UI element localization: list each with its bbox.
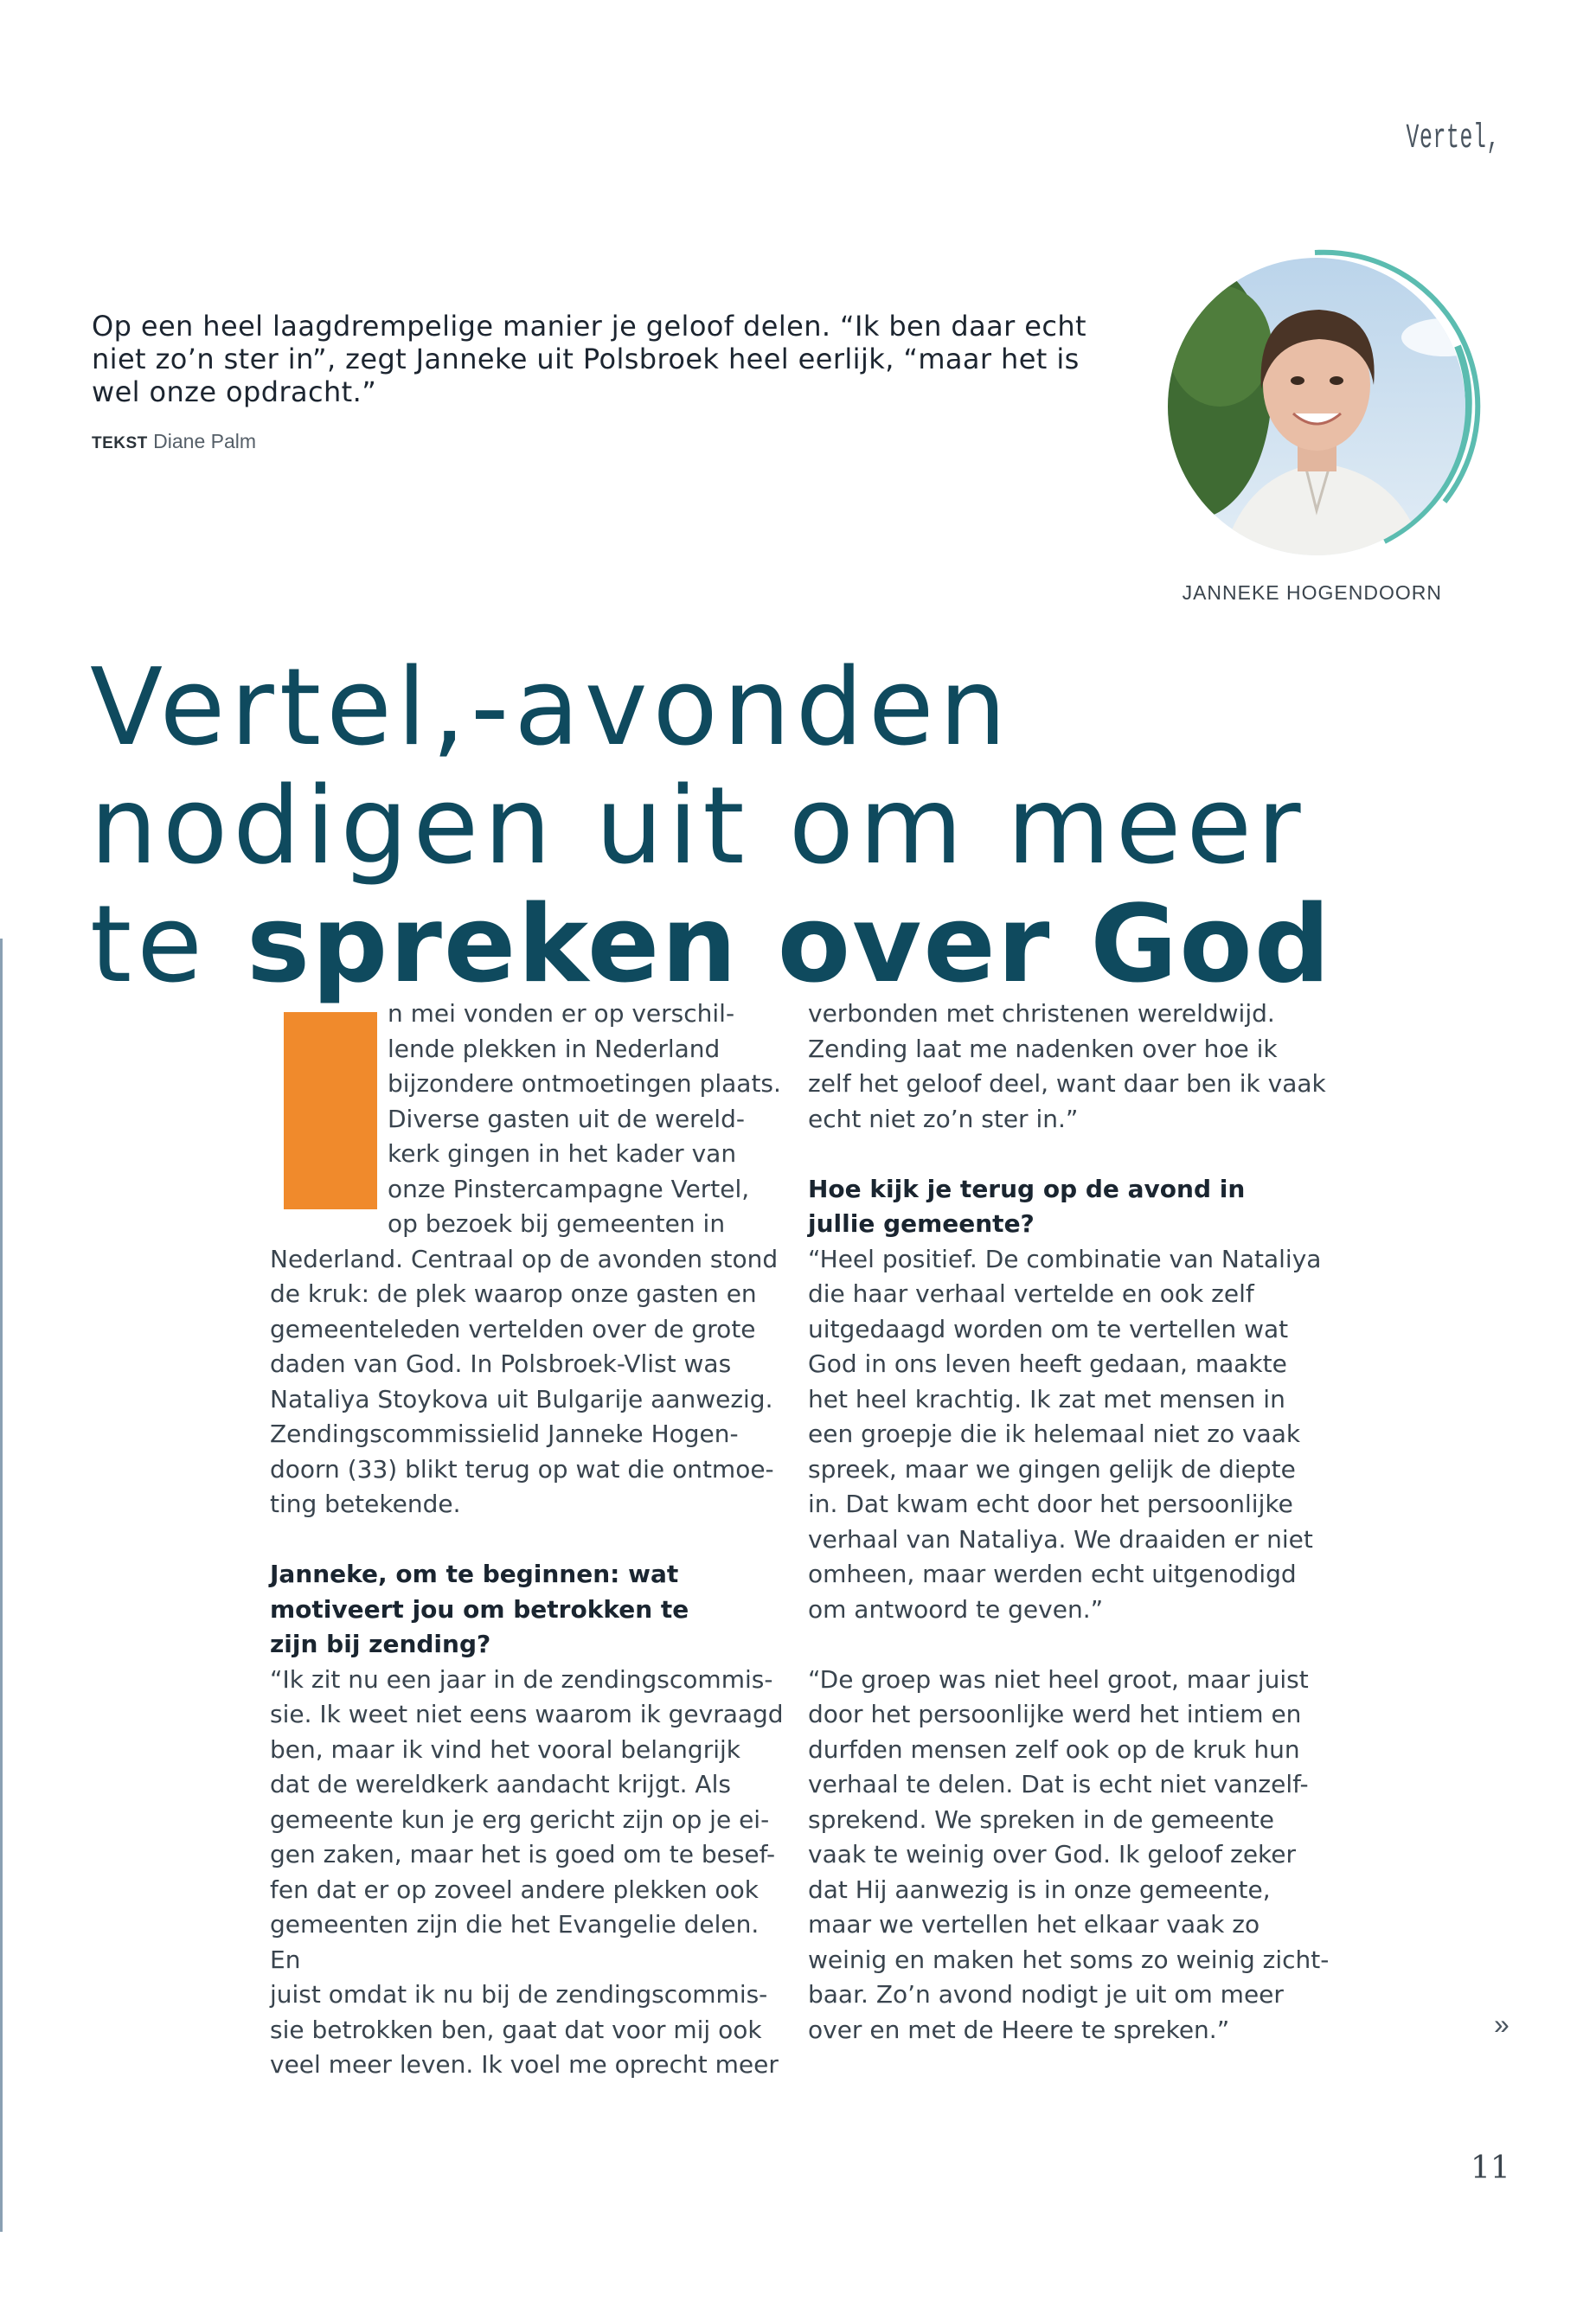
text-line: gemeente kun je erg gericht zijn op je ei- xyxy=(270,1804,770,1834)
text-line: Nederland. Centraal op de avonden stond xyxy=(270,1244,779,1273)
photo-caption: JANNEKE HOGENDOORN xyxy=(1182,581,1442,604)
text-line: spreek, maar we gingen gelijk de diepte xyxy=(808,1454,1296,1484)
text-line: omheen, maar werden echt uitgenodigd xyxy=(808,1560,1297,1588)
text-line: vaak te weinig over God. Ik geloof zeker xyxy=(808,1840,1297,1868)
text-line: lende plekken in Nederland xyxy=(388,1034,721,1063)
portrait-illustration xyxy=(1159,242,1488,571)
text-line: gemeenteleden vertelden over de grote xyxy=(270,1314,756,1343)
text-line: sie. Ik weet niet eens waarom ik gevraagd xyxy=(270,1700,784,1728)
question-line: motiveert jou om betrokken te xyxy=(270,1594,689,1624)
page-number: 11 xyxy=(1471,2150,1510,2186)
text-line: juist omdat ik nu bij de zendingscommis- xyxy=(270,1980,768,2009)
text-line: n mei vonden er op verschil- xyxy=(388,999,735,1028)
text-line: sprekend. We spreken in de gemeente xyxy=(808,1804,1274,1834)
text-line: durfden mensen zelf ook op de kruk hun xyxy=(808,1734,1300,1764)
text-line: een groepje die ik helemaal niet zo vaak xyxy=(808,1420,1301,1448)
text-line: sie betrokken ben, gaat dat voor mij ook xyxy=(270,2015,762,2044)
text-line: Zendingscommissielid Janneke Hogen- xyxy=(270,1420,739,1448)
text-line: “Ik zit nu een jaar in de zendingscommis- xyxy=(270,1664,773,1694)
text-line: het heel krachtig. Ik zat met mensen in xyxy=(808,1384,1285,1413)
headline-line-3-bold: spreken over God xyxy=(247,883,1332,1008)
text-line: “Heel positief. De combinatie van Nataliya xyxy=(808,1244,1322,1273)
text-line: maar we vertellen het elkaar vaak zo xyxy=(808,1910,1260,1939)
continue-arrow-icon: » xyxy=(1494,2009,1509,2040)
text-line: onze Pinstercampagne Vertel, xyxy=(388,1174,750,1203)
text-line: fen dat er op zoveel andere plekken ook xyxy=(270,1875,760,1904)
text-line: de kruk: de plek waarop onze gasten en xyxy=(270,1279,757,1308)
article-column-2 xyxy=(808,997,1336,2048)
text-line: “De groep was niet heel groot, maar juist xyxy=(808,1664,1309,1694)
text-line: kerk gingen in het kader van xyxy=(388,1139,737,1168)
text-line: gemeenten zijn die het Evangelie delen. En xyxy=(270,1910,760,1974)
text-line: daden van God. In Polsbroek-Vlist was xyxy=(270,1349,732,1378)
text-line: verhaal te delen. Dat is echt niet vanzelf- xyxy=(808,1770,1309,1798)
text-line: Zending laat me nadenken over hoe ik xyxy=(808,1034,1278,1063)
text-line: Diverse gasten uit de wereld- xyxy=(388,1104,745,1133)
article-column-1 xyxy=(270,997,789,2083)
text-line: verbonden met christenen wereldwijd. xyxy=(808,999,1275,1028)
text-line: Nataliya Stoykova uit Bulgarije aanwezig. xyxy=(270,1384,773,1413)
credit-label: TEKST xyxy=(92,434,148,452)
text-line: ting betekende. xyxy=(270,1490,461,1518)
text-line: gen zaken, maar het is goed om te besef- xyxy=(270,1840,776,1868)
text-line: baar. Zo’n avond nodigt je uit om meer xyxy=(808,1980,1284,2009)
headline-line-3 xyxy=(90,883,1439,1008)
text-line: God in ons leven heeft gedaan, maakte xyxy=(808,1349,1287,1378)
portrait-photo xyxy=(1159,242,1488,571)
text-line: zelf het geloof deel, want daar ben ik vaak xyxy=(808,1069,1326,1098)
text-line: die haar verhaal vertelde en ook zelf xyxy=(808,1279,1254,1308)
text-line: veel meer leven. Ik voel me oprecht meer xyxy=(270,2050,779,2079)
text-line: dat de wereldkerk aandacht krijgt. Als xyxy=(270,1770,731,1798)
text-line: verhaal van Nataliya. We draaiden er niet xyxy=(808,1524,1313,1554)
text-line: in. Dat kwam echt door het persoonlijke xyxy=(808,1490,1293,1518)
headline-line-3-regular: te xyxy=(90,883,208,1008)
text-line: uitgedaagd worden om te vertellen wat xyxy=(808,1314,1289,1343)
text-line: doorn (33) blikt terug op wat die ontmoe- xyxy=(270,1454,774,1484)
text-line: over en met de Heere te spreken.” xyxy=(808,2015,1230,2044)
running-head: Vertel, xyxy=(1406,119,1500,158)
intro-text: Op een heel laagdrempelige manier je geloof delen. “Ik ben daar echt niet zo’n ster in”, zegt Janneke uit Polsbroek heel eerlijk, “maar het is wel onze opdracht.” xyxy=(92,310,1086,408)
question-line: Janneke, om te beginnen: wat xyxy=(270,1560,679,1588)
question-line: jullie gemeente? xyxy=(808,1209,1035,1238)
author-credit xyxy=(92,430,256,453)
headline-line-1: Vertel,-avonden xyxy=(90,646,1012,771)
text-line: dat Hij aanwezig is in onze gemeente, xyxy=(808,1875,1271,1904)
text-line: door het persoonlijke werd het intiem en xyxy=(808,1700,1302,1728)
credit-name: Diane Palm xyxy=(153,430,257,452)
text-line: ben, maar ik vind het vooral belangrijk xyxy=(270,1734,740,1764)
headline-line-2: nodigen uit om meer xyxy=(90,765,1306,889)
left-edge-rule xyxy=(0,939,3,2232)
text-line: op bezoek bij gemeenten in xyxy=(388,1209,726,1238)
text-line: weinig en maken het soms zo weinig zicht- xyxy=(808,1945,1330,1974)
headline xyxy=(90,646,1439,1008)
question-line: zijn bij zending? xyxy=(270,1630,491,1658)
question-line: Hoe kijk je terug op de avond in xyxy=(808,1174,1246,1203)
text-line: echt niet zo’n ster in.” xyxy=(808,1104,1079,1133)
lead-paragraph xyxy=(270,997,789,1242)
text-line: bijzondere ontmoetingen plaats. xyxy=(388,1069,781,1098)
text-line: om antwoord te geven.” xyxy=(808,1594,1104,1624)
